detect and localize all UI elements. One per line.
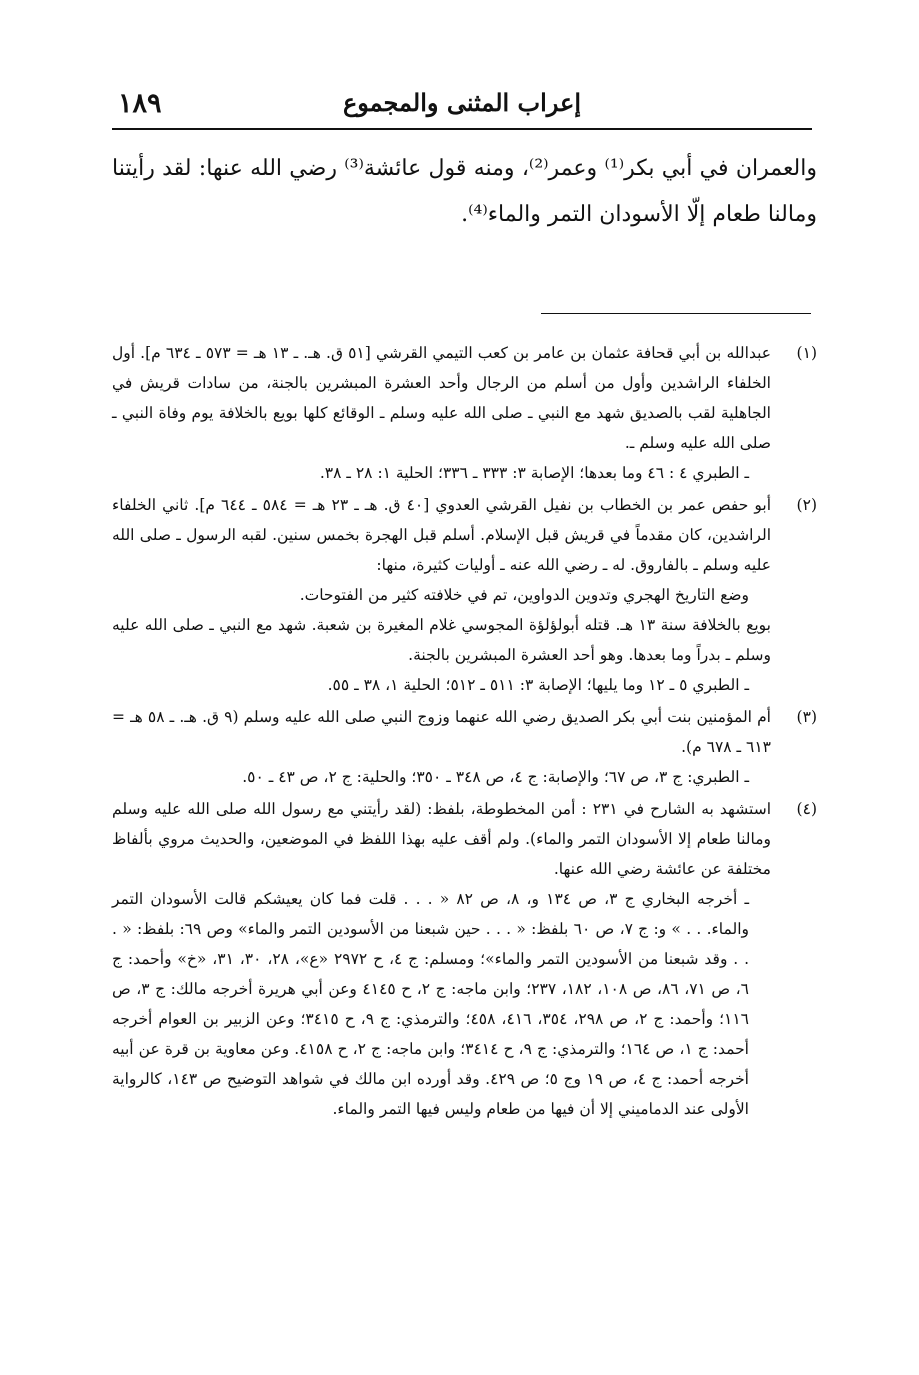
footnote bbox=[112, 794, 817, 1124]
footnote-paragraph: وضع التاريخ الهجري وتدوين الدواوين، تم في خلافته كثير من الفتوحات. bbox=[299, 586, 749, 604]
footnote-body bbox=[112, 702, 771, 792]
footnote-number: (٢) bbox=[796, 496, 817, 514]
footnote-number: (٤) bbox=[796, 800, 817, 818]
page-number: ١٨٩ bbox=[118, 88, 162, 119]
footnote-separator bbox=[541, 313, 811, 314]
footnote-source: ـ الطبري ٥ ـ ١٢ وما يليها؛ الإصابة ٣: ٥١١ ـ ٥١٢؛ الحلية ١، ٣٨ ـ ٥٥. bbox=[327, 676, 749, 694]
footnote-paragraph: أبو حفص عمر بن الخطاب بن نفيل القرشي العدوي [٤٠ ق. هـ ـ ٢٣ هـ = ٥٨٤ ـ ٦٤٤ م]. ثاني الخلفاء الراشدين، كان مقدماً في قريش قبل الإسلام. أسلم قبل الهجرة بخمس سنين. لقبه الرسول ـ صلى الله عليه وسلم ـ بالفاروق. له ـ رضي الله عنه ـ أوليات كثيرة، منها: bbox=[112, 496, 771, 574]
footnote-body bbox=[112, 794, 771, 1124]
page-header bbox=[112, 86, 812, 130]
footnote-source: ـ الطبري ٤ : ٤٦ وما بعدها؛ الإصابة ٣: ٣٣٣ ـ ٣٣٦؛ الحلية ١: ٢٨ ـ ٣٨. bbox=[319, 464, 749, 482]
footnotes bbox=[112, 338, 817, 1126]
footnote bbox=[112, 338, 817, 488]
footnote-paragraph: استشهد به الشارح في ٢٣١ : أمن المخطوطة، بلفظ: (لقد رأيتني مع رسول الله صلى الله عليه وسلم ومالنا طعام إلا الأسودان التمر والماء). ولم أقف عليه بهذا اللفظ في الموضعين، والحديث مروي بألفاظ مختلفة عن عائشة رضي الله عنها. bbox=[112, 800, 771, 878]
footnote-paragraph: أم المؤمنين بنت أبي بكر الصديق رضي الله عنهما وزوج النبي صلى الله عليه وسلم (٩ ق. هـ. ـ ٥٨ هـ = ٦١٣ ـ ٦٧٨ م). bbox=[112, 708, 771, 756]
footnote-source: ـ الطبري: ج ٣، ص ٦٧؛ والإصابة: ج ٤، ص ٣٤٨ ـ ٣٥٠؛ والحلية: ج ٢، ص ٤٣ ـ ٥٠. bbox=[242, 768, 749, 786]
footnote-paragraph: عبدالله بن أبي قحافة عثمان بن عامر بن كعب التيمي القرشي [٥١ ق. هـ. ـ ١٣ هـ = ٥٧٣ ـ ٦٣٤ م]. أول الخلفاء الراشدين وأول من أسلم من الرجال وأحد العشرة المبشرين بالجنة، من سادات قريش في الجاهلية لقب بالصديق شهد مع النبي ـ صلى الله عليه وسلم ـ الوقائع كلها بويع بالخلافة يوم وفاة النبي ـ صلى الله عليه وسلم ـ. bbox=[112, 344, 772, 452]
footnote-body bbox=[112, 490, 771, 700]
footnote-source: ـ أخرجه البخاري ج ٣، ص ١٣٤ و، ٨، ص ٨٢ « . . . قلت فما كان يعيشكم قالت الأسودان التمر والماء. . . » و: ج ٧، ص ٦٠ بلفظ: « . . . حين شبعنا من الأسودين التمر والماء» وص ٦٩: بلفظ: « . . . وقد شبعنا من الأسودين التمر والماء»؛ ومسلم: ج ٤، ح ٢٩٧٢ «ع»، ٢٨، ٣٠، ٣١، «خ» وأحمد: ج ٦، ص ٧١، ٨٦، ص ١٠٨، ١٨٢، ٢٣٧؛ وابن ماجه: ج ٢، ح ٤١٤٥ وعن أبي هريرة أخرجه مالك: ج ٣، ص ١١٦؛ وأحمد: ج ٢، ص ٢٩٨، ٣٥٤، ٤١٦، ٤٥٨؛ والترمذي: ج ٩، ح ٣٤١٥؛ وعن الزبير بن العوام أخرجه أحمد: ج ١، ص ١٦٤؛ والترمذي: ج ٩، ح ٣٤١٤؛ وابن ماجه: ج ٢، ح ٤١٥٨. وعن معاوية بن قرة عن أبيه أخرجه أحمد: ج ٤، ص ١٩ وج ٥؛ ص ٤٢٩. وقد أورده ابن مالك في شواهد التوضيح ص ١٤٣، كالرواية الأولى عند الدماميني إلا أن فيها من طعام وليس فيها التمر والماء. bbox=[112, 890, 750, 1118]
footnote-number: (٣) bbox=[796, 708, 817, 726]
main-text: والعمران في أبي بكر⁽¹⁾ وعمر⁽²⁾، ومنه قول عائشة⁽³⁾ رضي الله عنها: لقد رأيتنا ومالنا طعام إلّا الأسودان التمر والماء⁽⁴⁾. bbox=[112, 156, 817, 227]
footnote bbox=[112, 702, 817, 792]
running-title: إعراب المثنى والمجموع bbox=[342, 88, 582, 117]
footnote-body bbox=[112, 338, 771, 488]
footnote bbox=[112, 490, 817, 700]
footnote-paragraph: بويع بالخلافة سنة ١٣ هـ. قتله أبولؤلؤة المجوسي غلام المغيرة بن شعبة. شهد مع النبي ـ صلى الله عليه وسلم ـ بدراً وما بعدها. وهو أحد العشرة المبشرين بالجنة. bbox=[112, 616, 771, 664]
footnote-number: (١) bbox=[796, 344, 817, 362]
